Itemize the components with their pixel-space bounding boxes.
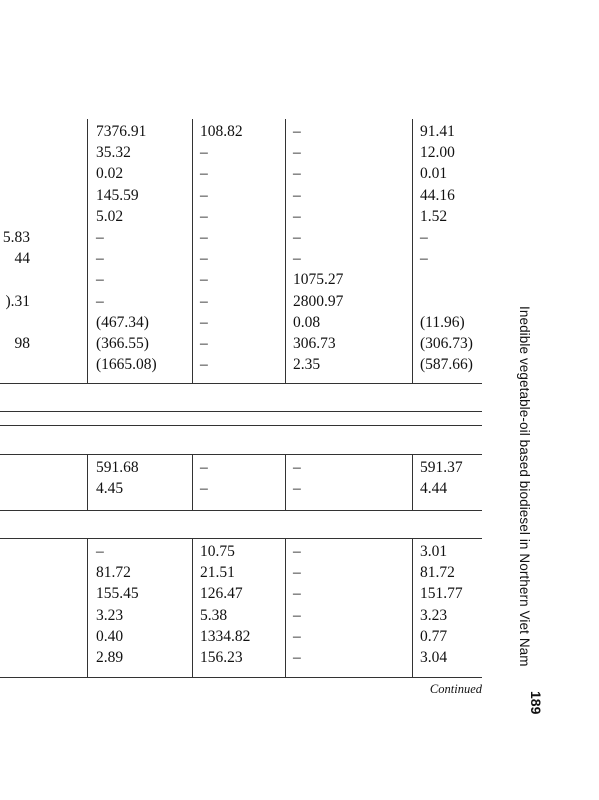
- table-cell-left-clipped: [0, 121, 30, 142]
- table-cell-left-clipped: [0, 269, 30, 290]
- table-cell-left-clipped: [0, 354, 30, 375]
- table-cell: –: [293, 564, 301, 582]
- table-cell: –: [200, 313, 208, 331]
- table-cell: 3.23: [96, 606, 124, 624]
- table-cell: 126.47: [200, 585, 243, 603]
- table-cell: 81.72: [420, 564, 455, 582]
- col-divider-3: [285, 119, 286, 383]
- table-cell: (1665.08): [96, 356, 157, 374]
- table-cell: –: [200, 459, 208, 476]
- table-cell: 10.75: [200, 543, 235, 560]
- table-cell: 91.41: [420, 123, 455, 140]
- table-cell-left-clipped: 5.83: [2, 229, 30, 246]
- col-divider-1: [87, 119, 88, 383]
- table-cell: –: [293, 123, 301, 140]
- table-cell: –: [200, 292, 208, 310]
- col-divider-2: [192, 454, 193, 510]
- table-cell: 1334.82: [200, 627, 251, 645]
- col-divider-4: [412, 454, 413, 510]
- rule-blank-row-2: [0, 425, 482, 426]
- continued-label: Continued: [429, 682, 482, 696]
- table-cell: –: [200, 480, 208, 498]
- col-divider-1: [87, 538, 88, 677]
- table-cell: 156.23: [200, 649, 243, 666]
- table-cell: 0.01: [420, 165, 448, 183]
- table-cell: –: [200, 335, 208, 352]
- table-cell: 35.32: [96, 144, 131, 162]
- table-cell-left-clipped: [0, 206, 30, 227]
- table-cell: 3.01: [420, 543, 448, 560]
- table-cell: 0.77: [420, 627, 448, 645]
- table-cell: 5.02: [96, 207, 124, 225]
- col-divider-2: [192, 538, 193, 677]
- table-cell: –: [200, 144, 208, 162]
- table-cell: 81.72: [96, 564, 131, 582]
- table-cell: –: [200, 250, 208, 268]
- table-cell: –: [200, 207, 208, 225]
- table-cell-left-clipped: [0, 142, 30, 163]
- table-cell: 1075.27: [293, 271, 344, 289]
- table-cell: 5.38: [200, 606, 228, 624]
- rule-section2-top: [0, 454, 482, 455]
- table-cell-left-clipped: 44: [14, 250, 30, 268]
- table-cell: 0.02: [96, 165, 124, 183]
- table-cell: –: [293, 186, 301, 204]
- rule-section1-bottom: [0, 383, 482, 384]
- table-cell: 151.77: [420, 585, 463, 603]
- table-cell: 4.44: [420, 480, 448, 498]
- table-cell: –: [293, 250, 301, 268]
- col-divider-3: [285, 538, 286, 677]
- rule-section3-top: [0, 538, 482, 539]
- running-head: Inedible vegetable-oil based biodiesel in Northern Viet Nam: [517, 306, 532, 667]
- table-cell: –: [420, 229, 428, 246]
- table-cell: –: [96, 229, 104, 246]
- table-cell: (587.66): [420, 356, 473, 374]
- table-cell: 4.45: [96, 480, 124, 498]
- col-divider-4: [412, 119, 413, 383]
- table-cell: –: [293, 165, 301, 183]
- page-number: 189: [528, 691, 544, 715]
- table-cell: –: [200, 356, 208, 374]
- table-cell: 2.35: [293, 356, 321, 374]
- table-cell: –: [293, 459, 301, 476]
- table-cell: –: [96, 543, 104, 560]
- table-cell: –: [200, 165, 208, 183]
- table-cell: 7376.91: [96, 123, 147, 140]
- table-cell: –: [420, 250, 428, 268]
- table-cell-left-clipped: [0, 185, 30, 206]
- table-cell-left-clipped: ).31: [5, 292, 30, 310]
- table-cell: 44.16: [420, 186, 455, 204]
- table-cell: 2800.97: [293, 292, 344, 310]
- table-cell-left-clipped: 98: [14, 335, 30, 352]
- col-divider-1: [87, 454, 88, 510]
- rule-table-bottom: [0, 677, 482, 678]
- col-divider-4: [412, 538, 413, 677]
- table-cell: 145.59: [96, 186, 139, 204]
- table-cell: 591.68: [96, 459, 139, 476]
- table-cell: –: [293, 649, 301, 666]
- col-divider-3: [285, 454, 286, 510]
- table-cell: –: [96, 292, 104, 310]
- table-cell-left-clipped: [0, 163, 30, 184]
- table-cell-left-clipped: [0, 312, 30, 333]
- table-cell: 0.08: [293, 313, 321, 331]
- table-cell: 306.73: [293, 335, 336, 352]
- table-cell: –: [96, 250, 104, 268]
- table-cell: –: [200, 271, 208, 289]
- table-cell: 2.89: [96, 649, 124, 666]
- table-cell: –: [293, 543, 301, 560]
- table-cell: 12.00: [420, 144, 455, 162]
- table-cell: 3.23: [420, 606, 448, 624]
- table-cell: –: [293, 627, 301, 645]
- table-cell: –: [293, 480, 301, 498]
- col-divider-2: [192, 119, 193, 383]
- table-cell: –: [200, 229, 208, 246]
- table-cell: –: [96, 271, 104, 289]
- table-cell: (467.34): [96, 313, 149, 331]
- rule-blank-row-1: [0, 411, 482, 412]
- table-cell: 0.40: [96, 627, 124, 645]
- table-cell: –: [293, 606, 301, 624]
- table-cell: –: [293, 144, 301, 162]
- table-cell: (366.55): [96, 335, 149, 352]
- table-cell: 155.45: [96, 585, 139, 603]
- table-cell: 3.04: [420, 649, 448, 666]
- table-cell: –: [200, 186, 208, 204]
- table-cell: 1.52: [420, 207, 448, 225]
- table-cell: –: [293, 229, 301, 246]
- rule-section2-bottom: [0, 510, 482, 511]
- table-cell: (11.96): [420, 313, 465, 331]
- table-cell: –: [293, 585, 301, 603]
- table-cell: 108.82: [200, 123, 243, 140]
- table-cell: 21.51: [200, 564, 235, 582]
- table-cell: (306.73): [420, 335, 473, 352]
- table-cell: 591.37: [420, 459, 463, 476]
- table-cell: –: [293, 207, 301, 225]
